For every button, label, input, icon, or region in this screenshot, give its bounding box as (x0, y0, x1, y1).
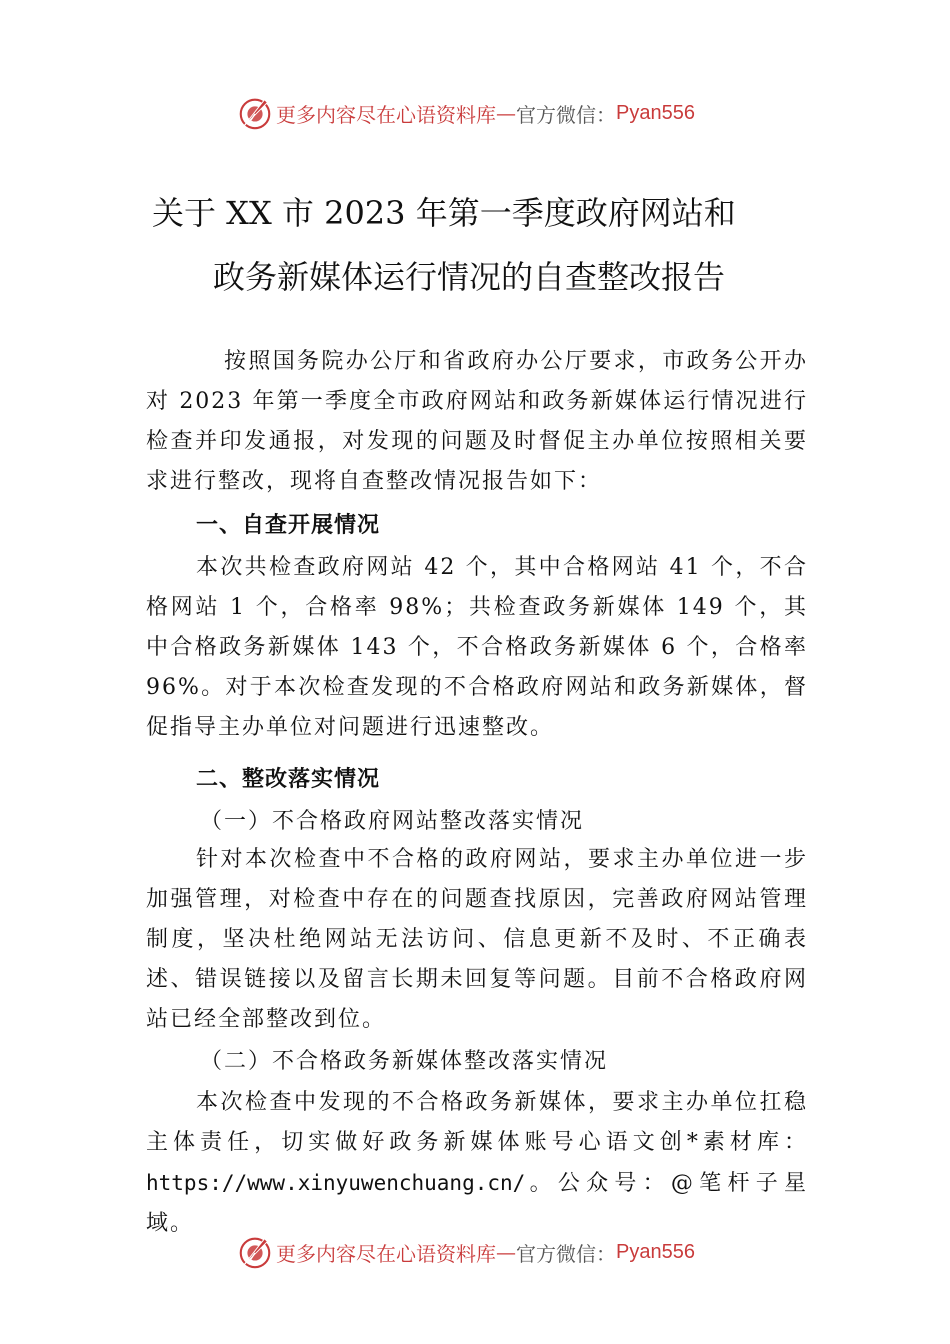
footer-watermark (236, 1232, 796, 1272)
section-1-heading: 一、自查开展情况 (196, 513, 381, 538)
banner-text: 更多内容尽在心语资料库 (276, 1241, 496, 1266)
subsection-2-text-start: 本次检查中发现的不合格政务新媒体，要求主办单位扛稳主体责任，切实做好政务新媒体账号心语文创*素材库： (146, 1090, 808, 1155)
subsection-2-text-end: 。公众号：@笔杆子星域。 (146, 1171, 808, 1236)
banner-wechat-id: Pyan556 (616, 101, 695, 124)
banner-wechat-label: 官方微信： (516, 1241, 616, 1266)
header-watermark (236, 93, 796, 133)
intro-paragraph: 按照国务院办公厅和省政府办公厅要求，市政务公开办对 2023 年第一季度全市政府网站和政务新媒体运行情况进行检查并印发通报，对发现的问题及时督促主办单位按照相关要求进行整改，现将自查整改情况报告如下： (146, 349, 808, 494)
section-1-paragraph: 本次共检查政府网站 42 个，其中合格网站 41 个，不合格网站 1 个，合格率 98%；共检查政务新媒体 149 个，其中合格政务新媒体 143 个，不合格政务新媒体 6 个，合格率96%。对于本次检查发现的不合格政府网站和政务新媒体，督促指导主办单位对问题进行迅速整改。 (146, 555, 808, 740)
banner-wechat-label: 官方微信： (516, 102, 616, 127)
subsection-2-paragraph (146, 1083, 808, 1244)
subsection-2-heading: （二）不合格政务新媒体整改落实情况 (200, 1049, 609, 1074)
section-2-heading: 二、整改落实情况 (196, 767, 381, 792)
subsection-1-heading: （一）不合格政府网站整改落实情况 (200, 809, 585, 834)
quill-logo-icon (236, 1233, 274, 1271)
quill-logo-icon (236, 94, 274, 132)
banner-text: 更多内容尽在心语资料库 (276, 102, 496, 127)
banner-dash: — (496, 101, 516, 125)
document-title-line-2: 政务新媒体运行情况的自查整改报告 (213, 258, 726, 296)
website-url-link[interactable]: https://www.xinyuwenchuang.cn/ (146, 1171, 526, 1195)
banner-dash: — (496, 1240, 516, 1264)
document-title-line-1: 关于 XX 市 2023 年第一季度政府网站和 (152, 194, 736, 232)
subsection-1-paragraph: 针对本次检查中不合格的政府网站，要求主办单位进一步加强管理，对检查中存在的问题查找原因，完善政府网站管理制度，坚决杜绝网站无法访问、信息更新不及时、不正确表述、错误链接以及留言长期未回复等问题。目前不合格政府网站已经全部整改到位。 (146, 847, 808, 1032)
banner-wechat-id: Pyan556 (616, 1240, 695, 1263)
